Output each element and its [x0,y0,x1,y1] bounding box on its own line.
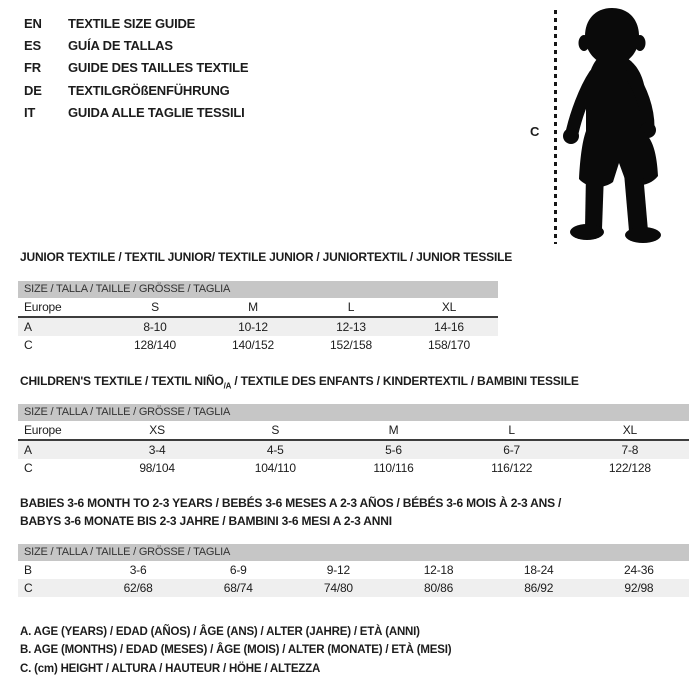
language-code: EN [24,15,42,31]
language-row-de [24,79,248,101]
junior-size-table [18,281,498,354]
language-list [24,12,248,123]
row-label: Europe [18,421,98,440]
value-cell: 12-18 [423,563,454,577]
height-measure-line [554,10,557,244]
toddler-silhouette-icon [558,5,670,245]
value-cell: 86/92 [489,579,589,597]
table-row [18,459,689,477]
size-header-bar: SIZE / TALLA / TAILLE / GRÖSSE / TAGLIA [18,544,689,561]
size-header-bar: SIZE / TALLA / TAILLE / GRÖSSE / TAGLIA [18,404,689,421]
value-cell: 4-5 [216,440,334,459]
value-cell: 8-10 [106,317,204,336]
table-row [18,561,689,579]
language-code: IT [24,104,36,120]
babies-table-title [20,494,561,530]
size-cell: S [106,298,204,317]
value-cell: 5-6 [334,440,452,459]
value-cell: 24-36 [624,563,654,577]
language-code: FR [24,60,41,76]
legend-item-c: C. (cm) HEIGHT / ALTURA / HAUTEUR / HÖHE / ALTEZZA [20,662,321,675]
legend-item-a: A. AGE (YEARS) / EDAD (AÑOS) / ÂGE (ANS) / ALTER (JAHRE) / ETÀ (ANNI) [20,626,420,638]
children-size-table [18,404,689,477]
value-cell: 128/140 [134,338,176,352]
size-cell: XL [571,421,689,440]
row-label: B [24,563,32,577]
row-label: A [18,440,98,459]
value-cell: 6-7 [453,440,571,459]
measurement-legend [20,626,451,681]
table-row [18,421,689,440]
language-label: GUÍA DE TALLAS [68,37,173,53]
value-cell: 98/104 [139,461,175,475]
table-row [18,336,498,354]
value-cell: 18-24 [523,563,554,577]
value-cell: 116/122 [491,461,533,475]
value-cell: 80/86 [388,579,488,597]
legend-item-b: B. AGE (MONTHS) / EDAD (MESES) / ÂGE (MOIS) / ALTER (MONATE) / ETÀ (MESI) [20,644,452,657]
value-cell: 62/68 [88,579,188,597]
language-code: ES [24,37,41,53]
language-label: GUIDE DES TAILLES TEXTILE [68,60,249,76]
value-cell: 158/170 [428,338,470,352]
size-cell: S [216,421,334,440]
value-cell: 6-9 [229,563,247,577]
size-cell: M [204,298,302,317]
value-cell: 9-12 [326,563,350,577]
value-cell: 92/98 [589,579,689,597]
size-cell: L [302,298,400,317]
table-row [18,579,689,597]
value-cell: 3-6 [129,563,147,577]
row-label: Europe [18,298,106,317]
table-row [18,440,689,459]
language-row-es [24,34,248,56]
title-line-1: BABIES 3-6 MONTH TO 2-3 YEARS / BEBÉS 3-6 MESES A 2-3 AÑOS / BÉBÉS 3-6 MOIS À 2-3 ANS / [20,496,562,510]
language-label: GUIDA ALLE TAGLIE TESSILI [68,104,245,120]
value-cell: 68/74 [188,579,288,597]
title-line-2: BABYS 3-6 MONATE BIS 2-3 JAHRE / BAMBINI 3-6 MESI A 2-3 ANNI [20,514,392,528]
size-cell: XS [98,421,216,440]
value-cell: 152/158 [330,338,372,352]
language-row-it [24,101,248,123]
value-cell: 3-4 [98,440,216,459]
size-cell: M [334,421,452,440]
value-cell: 7-8 [571,440,689,459]
size-header-bar: SIZE / TALLA / TAILLE / GRÖSSE / TAGLIA [18,281,498,298]
junior-table-title: JUNIOR TEXTILE / TEXTIL JUNIOR/ TEXTILE JUNIOR / JUNIORTEXTIL / JUNIOR TESSILE [20,250,513,264]
value-cell: 74/80 [288,579,388,597]
table-row [18,317,498,336]
size-cell: XL [400,298,498,317]
value-cell: 14-16 [400,317,498,336]
row-label: A [18,317,106,336]
babies-size-table [18,544,689,597]
row-label: C [24,461,33,475]
table-row [18,298,498,317]
row-label: C [24,338,33,352]
children-table-title [20,372,579,395]
size-cell: L [453,421,571,440]
value-cell: 110/116 [373,461,414,475]
value-cell: 140/152 [232,338,274,352]
height-measure-label: C [530,124,540,139]
row-label: C [18,579,88,597]
language-label: TEXTILE SIZE GUIDE [68,15,196,31]
title-subscript: /A [223,381,232,391]
value-cell: 12-13 [302,317,400,336]
title-text: CHILDREN'S TEXTILE / TEXTIL NIÑO [20,374,224,388]
title-text: / TEXTILE DES ENFANTS / KINDERTEXTIL / BAMBINI TESSILE [231,374,579,388]
language-row-fr [24,57,248,79]
value-cell: 10-12 [204,317,302,336]
language-row-en [24,12,248,34]
value-cell: 122/128 [608,461,651,475]
value-cell: 104/110 [254,461,296,475]
language-label: TEXTILGRÖßENFÜHRUNG [68,82,230,98]
language-code: DE [24,82,42,98]
